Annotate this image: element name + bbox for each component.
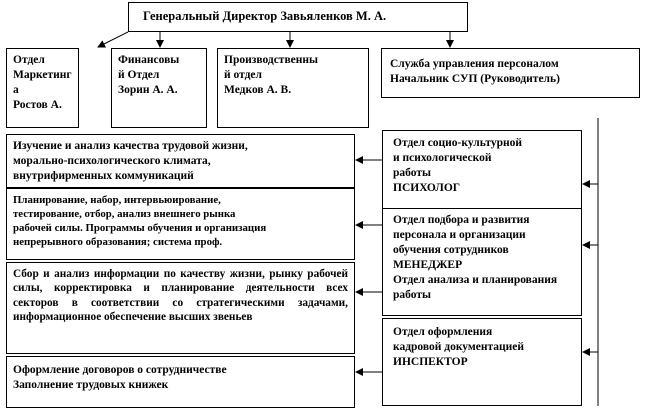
hr-documentation-unit-label: Отдел оформления кадровой документацией ИНСПЕКТОР: [393, 326, 524, 368]
task-box-documentation: [6, 356, 355, 408]
task-label-recruitment: Планирование, набор, интервьюирование, тестирование, отбор, анализ внешнего рынка рабочей силы. Программы обучения и организация непрерывного образования; система проф.: [13, 194, 267, 248]
hr-documentation-unit-box: [382, 318, 582, 406]
task-label-quality-of-life: Изучение и анализ качества трудовой жизни, морально-психологического климата, внутрифирменных коммуникаций: [13, 140, 248, 182]
socio-cultural-unit-label: Отдел социо-культурной и психологической работы ПСИХОЛОГ: [393, 137, 523, 194]
director-label: Генеральный Директор Завьяленков М. А.: [143, 9, 387, 23]
marketing-department-label: Отдел Маркетинг а Ростов А.: [13, 54, 72, 111]
finance-department-label: Финансовы й Отдел Зорин А. А.: [118, 54, 180, 96]
production-department-label: Производственны й отдел Медков А. В.: [224, 54, 319, 96]
hr-service-label: Служба управления персоналом Начальник СУП (Руководитель): [390, 58, 560, 85]
task-label-analysis-planning: Сбор и анализ информации по качеству жизни, рынку рабочей силы, корректировка и планирование деятельности всех секторов в соответствии со стратегическими задачами, информационное обеспечение высших звеньев: [13, 268, 348, 323]
arrow-director-marketing: [98, 32, 128, 47]
personnel-development-unit-label: Отдел подбора и развития персонала и организации обучения сотрудников МЕНЕДЖЕР Отдел анализа и планирования работы: [393, 214, 558, 301]
socio-cultural-unit-box: [382, 130, 582, 210]
finance-department-box: [111, 48, 207, 128]
task-box-quality-of-life: [6, 134, 355, 188]
personnel-development-unit-box: [382, 208, 582, 316]
task-box-recruitment: [6, 188, 355, 260]
task-box-analysis-planning: [6, 262, 355, 354]
director-box: [128, 2, 468, 32]
hr-service-box: [381, 48, 640, 98]
production-department-box: [217, 48, 369, 128]
task-label-documentation: Оформление договоров о сотрудничестве Заполнение трудовых книжек: [13, 364, 227, 391]
marketing-department-box: [6, 48, 79, 128]
